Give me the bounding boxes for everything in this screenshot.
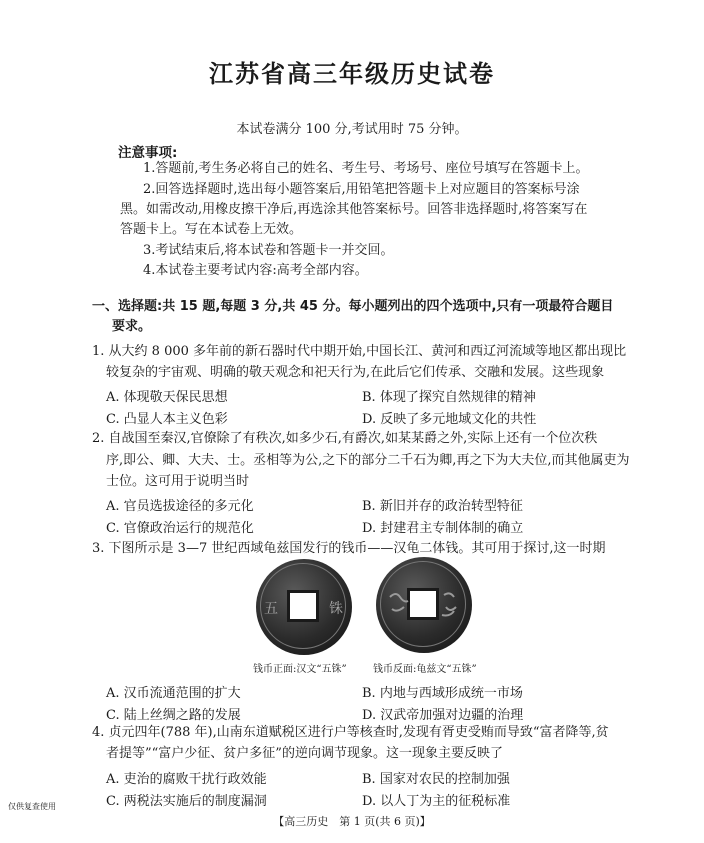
exam-subtitle: 本试卷满分 100 分,考试用时 75 分钟。 <box>236 122 468 137</box>
page-footer: 【高三历史 第 1 页(共 6 页)】 <box>273 815 431 828</box>
coin-back-caption: 钱币反面:龟兹文“五铢” <box>373 664 477 675</box>
notice-line: 黑。如需改动,用橡皮擦干净后,再选涂其他答案标号。回答非选择题时,将答案写在 <box>120 202 588 217</box>
notice-heading: 注意事项: <box>118 145 178 161</box>
option-1D: D. 反映了多元地域文化的共性 <box>362 412 537 427</box>
option-2B: B. 新旧并存的政治转型特征 <box>362 499 523 514</box>
notice-line: 3.考试结束后,将本试卷和答题卡一并交回。 <box>143 243 394 258</box>
coin-front-char: 铢 <box>329 601 343 617</box>
question-4-text: 者提等”“富户少征、贫户多征”的逆向调节现象。这一现象主要反映了 <box>106 746 503 761</box>
exam-title: 江苏省高三年级历史试卷 <box>209 60 495 88</box>
question-2-text: 士位。这可用于说明当时 <box>106 474 250 489</box>
coin-front-caption: 钱币正面:汉文“五铢” <box>253 664 347 675</box>
option-2A: A. 官员选拔途径的多元化 <box>106 499 254 514</box>
option-4B: B. 国家对农民的控制加强 <box>362 772 510 787</box>
option-3B: B. 内地与西域形成统一市场 <box>362 686 523 701</box>
question-2-text: 2. 自战国至秦汉,官僚除了有秩次,如多少石,有爵次,如某某爵之外,实际上还有一个位次秩 <box>92 431 598 446</box>
option-2C: C. 官僚政治运行的规范化 <box>106 521 254 536</box>
option-3A: A. 汉币流通范围的扩大 <box>106 686 241 701</box>
coin-front-image <box>256 559 352 655</box>
question-3-text: 3. 下图所示是 3—7 世纪西域龟兹国发行的钱币——汉龟二体钱。其可用于探讨,这一时期 <box>92 541 606 556</box>
section-heading: 一、选择题:共 15 题,每题 3 分,共 45 分。每小题列出的四个选项中,只有一项最符合题目 <box>92 299 614 314</box>
option-4C: C. 两税法实施后的制度漏洞 <box>106 794 267 809</box>
notice-line: 4.本试卷主要考试内容:高考全部内容。 <box>143 263 368 278</box>
notice-line: 2.回答选择题时,选出每小题答案后,用铅笔把答题卡上对应题目的答案标号涂 <box>143 182 580 197</box>
coin-front-char: 五 <box>264 601 278 617</box>
question-1-text: 较复杂的宇宙观、明确的敬天观念和祀天行为,在此后它们传承、交融和发展。这些现象 <box>106 365 605 380</box>
question-2-text: 序,即公、卿、大夫、士。丞相等为公,之下的部分二千石为卿,再之下为大夫位,而其他属吏为 <box>106 453 630 468</box>
question-4-text: 4. 贞元四年(788 年),山南东道赋税区进行户等核查时,发现有胥吏受贿而导致“富者降等,贫 <box>92 725 609 740</box>
section-heading-cont: 要求。 <box>112 319 152 334</box>
coin-back-image <box>376 557 472 653</box>
option-4D: D. 以人丁为主的征税标准 <box>362 794 511 809</box>
notice-line: 答题卡上。写在本试卷上无效。 <box>120 222 303 237</box>
question-1-text: 1. 从大约 8 000 多年前的新石器时代中期开始,中国长江、黄河和西辽河流域等地区都出现比 <box>92 344 627 359</box>
side-note: 仅供复查使用 <box>8 802 56 811</box>
option-1B: B. 体现了探究自然规律的精神 <box>362 390 536 405</box>
option-3C: C. 陆上丝绸之路的发展 <box>106 708 241 723</box>
option-1C: C. 凸显人本主义色彩 <box>106 412 228 427</box>
option-1A: A. 体现敬天保民思想 <box>106 390 228 405</box>
option-4A: A. 吏治的腐败干扰行政效能 <box>106 772 267 787</box>
notice-line: 1.答题前,考生务必将自己的姓名、考生号、考场号、座位号填写在答题卡上。 <box>143 161 589 176</box>
option-3D: D. 汉武帝加强对边疆的治理 <box>362 708 524 723</box>
option-2D: D. 封建君主专制体制的确立 <box>362 521 524 536</box>
kucha-script-marks <box>376 557 472 653</box>
